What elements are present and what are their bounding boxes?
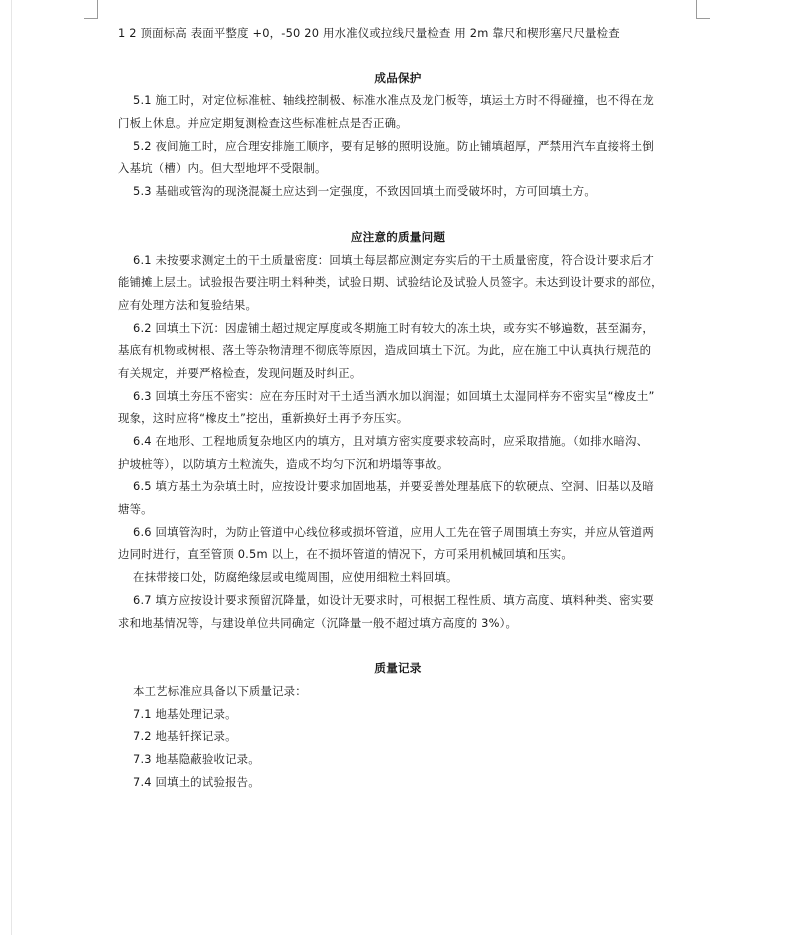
paragraph-line: 护坡桩等），以防填方土粒流失，造成不均匀下沉和坍塌等事故。: [118, 456, 449, 471]
list-item: 7.1 地基处理记录。: [133, 706, 237, 721]
list-item: 7.3 地基隐蔽验收记录。: [133, 751, 260, 766]
paragraph-line: 6.7 填方应按设计要求预留沉降量，如设计无要求时，可根据工程性质、填方高度、填料种类、密实要: [133, 592, 654, 607]
paragraph-line: 塘等。: [118, 502, 153, 517]
paragraph-line: 能铺摊上层土。试验报告要注明土料种类，试验日期、试验结论及试验人员签字。未达到设计要求的部位，: [118, 275, 663, 290]
document-body: [118, 22, 678, 793]
paragraph-line: 5.2 夜间施工时，应合理安排施工顺序，要有足够的照明设施。防止铺填超厚，严禁用汽车直接将土倒: [133, 138, 654, 153]
paragraph-line: 6.6 回填管沟时，为防止管道中心线位移或损坏管道，应用人工先在管子周围填土夯实，并应从管道两: [133, 524, 654, 539]
section-heading-protection: 成品保护: [374, 70, 422, 85]
crop-mark-top-right: [696, 0, 697, 18]
paragraph-line: 应有处理方法和复验结果。: [118, 297, 258, 312]
list-item: 7.4 回填土的试验报告。: [133, 774, 260, 789]
list-item: 7.2 地基钎探记录。: [133, 729, 237, 744]
crop-mark-top-left: [97, 0, 98, 18]
paragraph-line: 入基坑（槽）内。但大型地坪不受限制。: [118, 161, 327, 176]
paragraph-line: 5.3 基础或管沟的现浇混凝土应达到一定强度，不致因回填土而受破坏时，方可回填土方。: [133, 184, 596, 199]
records-intro: 本工艺标准应具备以下质量记录：: [133, 683, 307, 698]
paragraph-line: 6.2 回填土下沉：因虚铺土超过规定厚度或冬期施工时有较大的冻土块，或夯实不够遍数，甚至漏夯，: [133, 320, 654, 335]
paragraph-protection: [118, 89, 678, 202]
paragraph-line: 6.4 在地形、工程地质复杂地区内的填方，且对填方密实度要求较高时，应采取措施。（如排水暗沟、: [133, 434, 649, 448]
crop-mark-top-left: [84, 18, 98, 19]
table-row-fragment: 1 2 顶面标高 表面平整度 +0，-50 20 用水准仪或拉线尺量检查 用 2m 靠尺和楔形塞尺尺量检查: [118, 26, 620, 40]
paragraph-line: 门板上休息。并应定期复测检查这些标准桩点是否正确。: [118, 116, 408, 131]
paragraph-line: 求和地基情况等，与建设单位共同确定（沉降量一般不超过填方高度的 3%）。: [118, 615, 518, 630]
section-heading-records: 质量记录: [374, 661, 422, 676]
paragraph-line: 6.3 回填土夯压不密实：应在夯压时对干土适当洒水加以润湿；如回填土太湿同样夯不密实呈“橡皮土”: [133, 388, 655, 403]
paragraph-line: 在抹带接口处，防腐绝缘层或电缆周围，应使用细粒土料回填。: [133, 570, 458, 585]
records-list: [118, 680, 678, 793]
paragraph-line: 有关规定，并要严格检查，发现问题及时纠正。: [118, 365, 362, 380]
paragraph-line: 6.1 未按要求测定土的干土质量密度：回填土每层都应测定夯实后的干土质量密度，符合设计要求后才: [133, 252, 654, 267]
crop-mark-top-right: [696, 18, 710, 19]
paragraph-line: 6.5 填方基土为杂填土时，应按设计要求加固地基，并要妥善处理基底下的软硬点、空洞、旧基以及暗: [133, 479, 654, 494]
page-left-edge: [11, 0, 12, 935]
section-heading-quality-issues: 应注意的质量问题: [350, 229, 446, 244]
paragraph-line: 现象，这时应将“橡皮土”挖出，重新换好土再予夯压实。: [118, 411, 409, 426]
paragraph-line: 5.1 施工时，对定位标准桩、轴线控制极、标准水准点及龙门板等，填运土方时不得碰撞，也不得在龙: [133, 93, 654, 108]
paragraph-line: 边同时进行，直至管顶 0.5m 以上，在不损坏管道的情况下，方可采用机械回填和压实。: [118, 547, 573, 562]
paragraph-line: 基底有机物或树根、落土等杂物清理不彻底等原因，造成回填土下沉。为此，应在施工中认真执行规范的: [118, 343, 652, 358]
paragraph-quality-issues: [118, 249, 678, 635]
